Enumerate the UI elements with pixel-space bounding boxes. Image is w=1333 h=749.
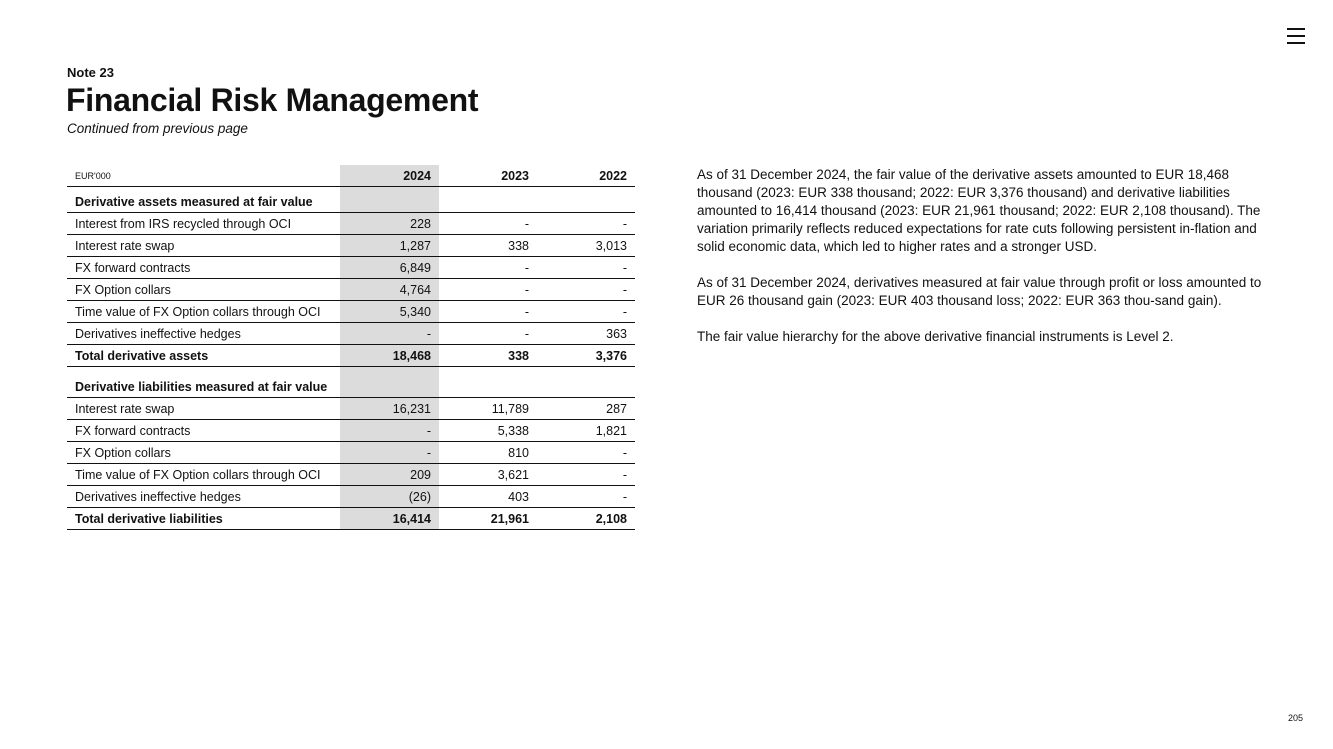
table-row bbox=[67, 420, 635, 442]
hamburger-menu-icon[interactable] bbox=[1287, 27, 1305, 44]
cell-2022: - bbox=[537, 257, 635, 279]
cell-2022: 287 bbox=[537, 398, 635, 420]
paragraph: The fair value hierarchy for the above derivative financial instruments is Level 2. bbox=[697, 329, 1174, 344]
cell-2024: 6,849 bbox=[340, 257, 439, 279]
table-row bbox=[67, 213, 635, 235]
table-row bbox=[67, 279, 635, 301]
cell-2023: 3,621 bbox=[439, 464, 537, 486]
cell-2023: - bbox=[439, 301, 537, 323]
year-header: 2023 bbox=[439, 165, 537, 187]
cell-2024: 209 bbox=[340, 464, 439, 486]
unit-label: EUR'000 bbox=[67, 165, 340, 187]
year-header: 2022 bbox=[537, 165, 635, 187]
table-row bbox=[67, 235, 635, 257]
table-row bbox=[67, 398, 635, 420]
cell-2022: - bbox=[537, 279, 635, 301]
row-label: FX Option collars bbox=[67, 279, 340, 301]
row-label: Total derivative assets bbox=[67, 345, 340, 367]
cell-2023: 21,961 bbox=[439, 508, 537, 530]
section-heading-row bbox=[67, 187, 635, 213]
derivatives-table bbox=[67, 165, 635, 530]
row-label: Interest rate swap bbox=[67, 235, 340, 257]
cell-2023: 5,338 bbox=[439, 420, 537, 442]
row-label: FX forward contracts bbox=[67, 257, 340, 279]
row-label: FX Option collars bbox=[67, 442, 340, 464]
table-row bbox=[67, 464, 635, 486]
cell-2024: - bbox=[340, 442, 439, 464]
cell-2023: 11,789 bbox=[439, 398, 537, 420]
cell-2022: - bbox=[537, 213, 635, 235]
table-row bbox=[67, 486, 635, 508]
cell-2022: - bbox=[537, 442, 635, 464]
total-row bbox=[67, 345, 635, 367]
row-label: Interest from IRS recycled through OCI bbox=[67, 213, 340, 235]
menu-bar bbox=[1287, 28, 1305, 30]
cell-2022: 1,821 bbox=[537, 420, 635, 442]
table-header-row bbox=[67, 165, 635, 187]
row-label: Interest rate swap bbox=[67, 398, 340, 420]
row-label: FX forward contracts bbox=[67, 420, 340, 442]
cell-2024: - bbox=[340, 323, 439, 345]
table-row bbox=[67, 301, 635, 323]
section-heading: Derivative liabilities measured at fair value bbox=[67, 367, 340, 398]
cell-2022: 363 bbox=[537, 323, 635, 345]
cell-2024: 4,764 bbox=[340, 279, 439, 301]
cell-2024: 16,414 bbox=[340, 508, 439, 530]
paragraph: As of 31 December 2024, the fair value of the derivative assets amounted to EUR 18,468 thousand (2023: EUR 338 thousand; 2022: EUR 3,376 thousand) and derivative liabilities amounted to 16,414 thousand (2023: EUR 21,961 thousand; 2022: EUR 2,108 thousand). The variation primarily reflects reduced expectations for rate cuts following persistent in-flation and solid economic data, which led to higher rates and a stronger USD. bbox=[697, 167, 1261, 254]
cell-2024: (26) bbox=[340, 486, 439, 508]
cell-2023: - bbox=[439, 257, 537, 279]
note-label: Note 23 bbox=[67, 65, 114, 80]
cell-2022: 3,013 bbox=[537, 235, 635, 257]
menu-bar bbox=[1287, 42, 1305, 44]
cell-2024: 228 bbox=[340, 213, 439, 235]
cell-2023: - bbox=[439, 323, 537, 345]
page-number: 205 bbox=[1288, 713, 1304, 723]
cell-2022: 2,108 bbox=[537, 508, 635, 530]
table-row bbox=[67, 442, 635, 464]
cell-2023: 403 bbox=[439, 486, 537, 508]
menu-bar bbox=[1287, 35, 1305, 37]
cell-2023: 338 bbox=[439, 345, 537, 367]
row-label: Time value of FX Option collars through OCI bbox=[67, 464, 340, 486]
cell-2024: - bbox=[340, 420, 439, 442]
page-title: Financial Risk Management bbox=[66, 82, 479, 118]
paragraph: As of 31 December 2024, derivatives measured at fair value through profit or loss amounted to EUR 26 thousand gain (2023: EUR 403 thousand loss; 2022: EUR 363 thou-sand gain). bbox=[697, 275, 1262, 308]
row-label: Derivatives ineffective hedges bbox=[67, 323, 340, 345]
total-row bbox=[67, 508, 635, 530]
cell-2024: 18,468 bbox=[340, 345, 439, 367]
year-header: 2024 bbox=[340, 165, 439, 187]
cell-2022: - bbox=[537, 464, 635, 486]
cell-2022: - bbox=[537, 486, 635, 508]
cell-2024: 5,340 bbox=[340, 301, 439, 323]
row-label: Total derivative liabilities bbox=[67, 508, 340, 530]
cell-2023: - bbox=[439, 213, 537, 235]
cell-2022: - bbox=[537, 301, 635, 323]
cell-2023: 810 bbox=[439, 442, 537, 464]
section-heading: Derivative assets measured at fair value bbox=[67, 187, 340, 213]
table-row bbox=[67, 323, 635, 345]
commentary-text bbox=[697, 166, 1267, 364]
cell-2024: 16,231 bbox=[340, 398, 439, 420]
row-label: Derivatives ineffective hedges bbox=[67, 486, 340, 508]
section-heading-row bbox=[67, 367, 635, 398]
cell-2023: - bbox=[439, 279, 537, 301]
page-subtitle: Continued from previous page bbox=[67, 121, 248, 136]
row-label: Time value of FX Option collars through OCI bbox=[67, 301, 340, 323]
cell-2022: 3,376 bbox=[537, 345, 635, 367]
cell-2024: 1,287 bbox=[340, 235, 439, 257]
table-row bbox=[67, 257, 635, 279]
cell-2023: 338 bbox=[439, 235, 537, 257]
